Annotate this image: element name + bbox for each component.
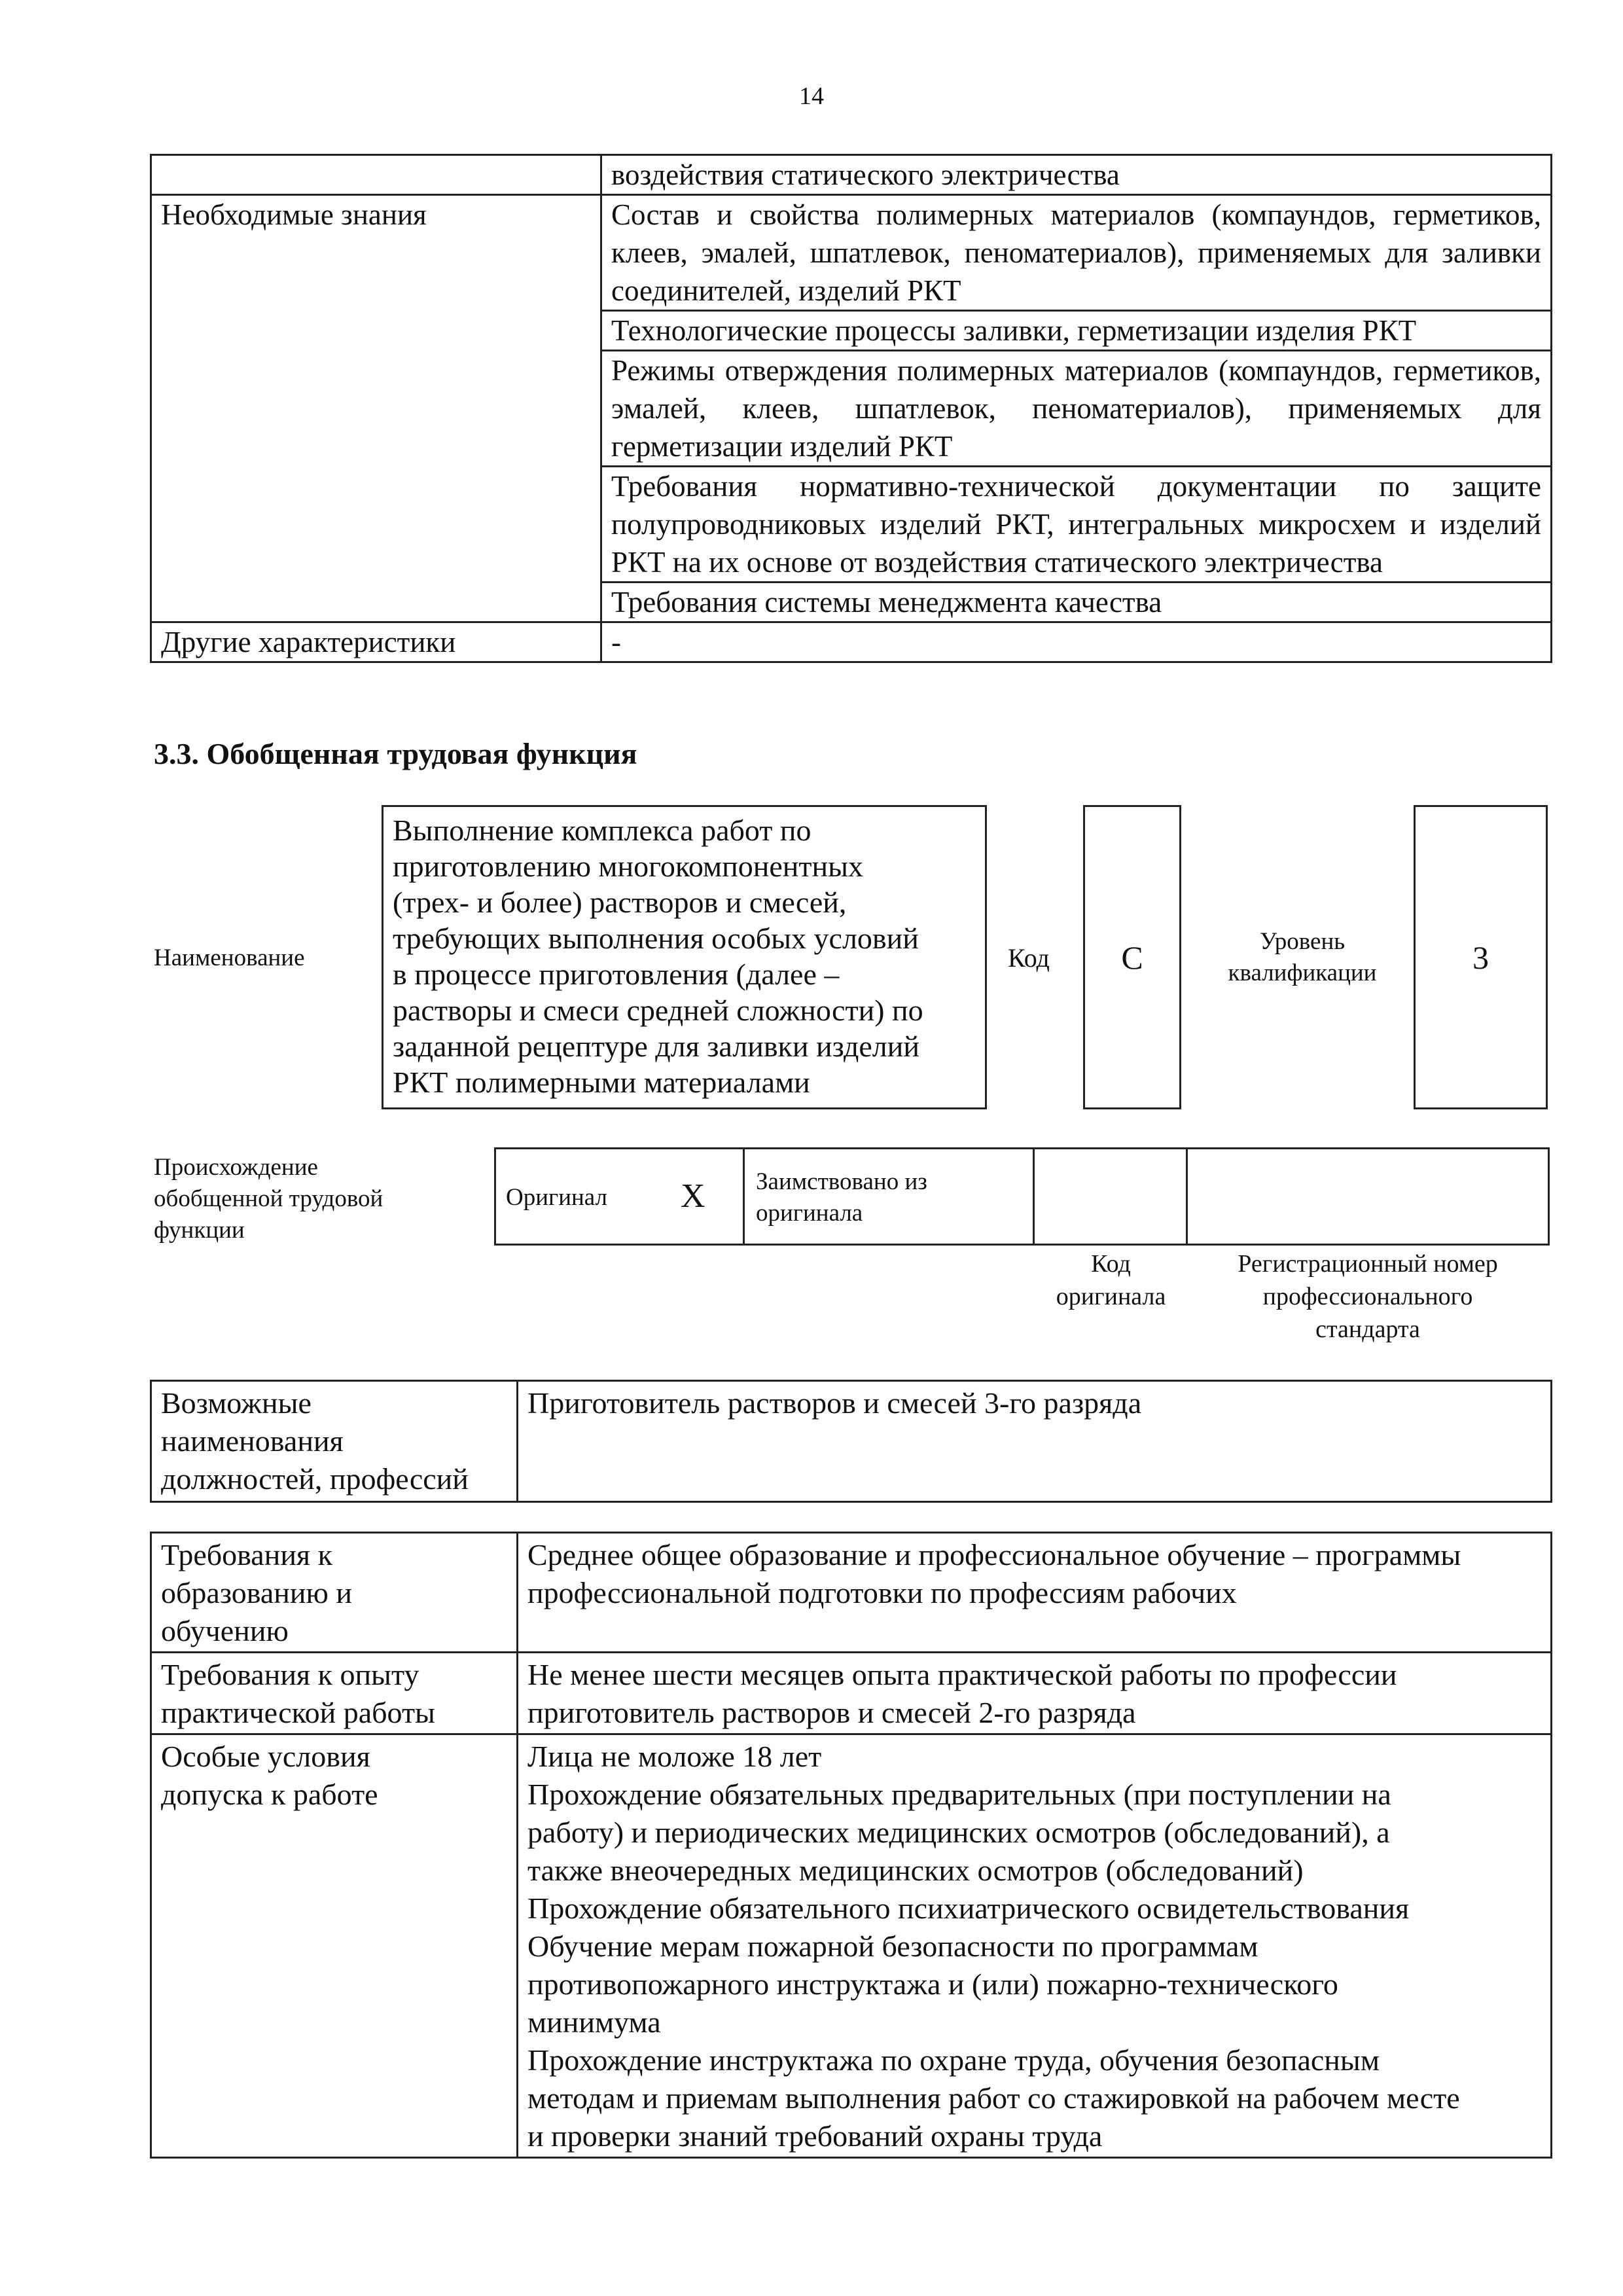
- knowledge-label: Необходимые знания: [151, 195, 601, 622]
- borrowed-label-line: Заимствовано из: [756, 1168, 927, 1195]
- level-label-line: квалификации: [1228, 960, 1377, 986]
- other-characteristics-value: -: [601, 622, 1552, 662]
- table-row: [151, 1734, 1552, 2158]
- divider: [1033, 1147, 1035, 1246]
- knowledge-item: Технологические процессы заливки, герметизации изделия РКТ: [601, 311, 1552, 351]
- label-line: должностей, профессий: [161, 1462, 469, 1496]
- table-cell-empty: [151, 155, 601, 195]
- other-characteristics-label: Другие характеристики: [151, 622, 601, 662]
- code-value: C: [1121, 939, 1143, 976]
- label-line: Требования к опыту: [161, 1658, 419, 1691]
- knowledge-item: Требования нормативно-технической документации по защите полупроводниковых изделий РКТ, интегральных микросхем и изделий РКТ на их основе от воздействия статического электричества: [601, 467, 1552, 583]
- value-line: и проверки знаний требований охраны труда: [527, 2119, 1103, 2153]
- label-line: обучению: [161, 1614, 289, 1647]
- caption-line: оригинала: [1056, 1283, 1166, 1310]
- divider: [743, 1147, 745, 1246]
- requirements-table: [150, 1532, 1552, 2159]
- divider: [1548, 1147, 1550, 1246]
- experience-label: [151, 1653, 518, 1734]
- divider: [1186, 1147, 1188, 1246]
- level-box: [1414, 805, 1548, 1109]
- level-value: 3: [1472, 939, 1489, 976]
- value-line: Лица не моложе 18 лет: [527, 1740, 822, 1773]
- knowledge-item: Режимы отверждения полимерных материалов (компаундов, герметиков, эмалей, клеев, шпатлевок, пеноматериалов), применяемых для герметизации изделий РКТ: [601, 351, 1552, 467]
- divider: [494, 1147, 496, 1246]
- special-conditions-value: [518, 1734, 1552, 2158]
- special-conditions-label: [151, 1734, 518, 2158]
- label-line: практической работы: [161, 1696, 435, 1729]
- caption-line: Код: [1091, 1250, 1131, 1278]
- caption-line: Регистрационный номер: [1238, 1250, 1498, 1278]
- reg-number-caption: [1188, 1247, 1548, 1346]
- borrowed-label-line: оригинала: [756, 1200, 863, 1227]
- table-row: [151, 622, 1552, 662]
- label-line: образованию и: [161, 1576, 352, 1609]
- table-row: [151, 1533, 1552, 1653]
- knowledge-item: Требования системы менеджмента качества: [601, 583, 1552, 622]
- table-cell: воздействия статического электричества: [601, 155, 1552, 195]
- otf-name-line: в процессе приготовления (далее –: [393, 958, 840, 991]
- value-line: Прохождение инструктажа по охране труда, обучения безопасным: [527, 2043, 1380, 2077]
- value-line: Обучение мерам пожарной безопасности по программам: [527, 1929, 1258, 1963]
- label-line: Возможные: [161, 1386, 312, 1420]
- level-label: [1198, 926, 1407, 989]
- origin-label: [154, 1152, 383, 1246]
- table-row: [151, 195, 1552, 311]
- value-line: минимума: [527, 2005, 661, 2039]
- otf-name-line: растворы и смеси средней сложности) по: [393, 994, 923, 1027]
- name-label: Наименование: [154, 944, 305, 971]
- level-label-line: Уровень: [1259, 928, 1346, 955]
- value-line: Прохождение обязательных предварительных (при поступлении на: [527, 1778, 1391, 1811]
- original-label: Оригинал: [506, 1184, 608, 1211]
- original-mark: X: [681, 1177, 705, 1215]
- section-heading: 3.3. Обобщенная трудовая функция: [154, 737, 637, 770]
- value-line: приготовитель растворов и смесей 2-го разряда: [527, 1696, 1136, 1729]
- table-row: [151, 155, 1552, 195]
- caption-line: стандарта: [1315, 1316, 1420, 1343]
- positions-value: Приготовитель растворов и смесей 3-го разряда: [518, 1381, 1552, 1502]
- knowledge-item: Состав и свойства полимерных материалов (компаундов, герметиков, клеев, эмалей, шпатлевок, пеноматериалов), применяемых для заливки соединителей, изделий РКТ: [601, 195, 1552, 311]
- caption-line: профессионального: [1262, 1283, 1473, 1310]
- origin-row: [494, 1147, 1550, 1246]
- otf-name-line: приготовлению многокомпонентных: [393, 850, 864, 883]
- origin-label-line: функции: [154, 1217, 245, 1244]
- value-line: методам и приемам выполнения работ со стажировкой на рабочем месте: [527, 2081, 1460, 2115]
- value-line: Прохождение обязательного психиатрического освидетельствования: [527, 1892, 1410, 1925]
- label-line: Особые условия: [161, 1740, 370, 1773]
- label-line: допуска к работе: [161, 1778, 378, 1811]
- origin-label-line: Происхождение: [154, 1154, 318, 1181]
- otf-name-line: требующих выполнения особых условий: [393, 922, 919, 955]
- positions-label: [151, 1381, 518, 1502]
- code-label: Код: [1008, 943, 1050, 973]
- otf-name-line: РКТ полимерными материалами: [393, 1066, 810, 1099]
- value-line: Не менее шести месяцев опыта практической работы по профессии: [527, 1658, 1397, 1691]
- borrowed-label: [756, 1166, 927, 1229]
- knowledge-table: [150, 154, 1552, 663]
- value-line: работу) и периодических медицинских осмотров (обследований), а: [527, 1816, 1390, 1849]
- otf-name-line: заданной рецептуре для заливки изделий: [393, 1030, 919, 1063]
- page-number: 14: [799, 82, 824, 110]
- code-box: [1083, 805, 1181, 1109]
- value-line: Среднее общее образование и профессиональное обучение – программы: [527, 1538, 1461, 1571]
- value-line: также внеочередных медицинских осмотров (обследований): [527, 1854, 1304, 1887]
- original-code-caption: [1034, 1247, 1188, 1313]
- label-line: наименования: [161, 1424, 344, 1458]
- experience-value: [518, 1653, 1552, 1734]
- positions-table: [150, 1380, 1552, 1503]
- otf-name-line: (трех- и более) растворов и смесей,: [393, 886, 847, 919]
- label-line: Требования к: [161, 1538, 332, 1571]
- origin-label-line: обобщенной трудовой: [154, 1185, 383, 1212]
- otf-name-box: [382, 805, 987, 1109]
- table-row: [151, 1653, 1552, 1734]
- education-value: [518, 1533, 1552, 1653]
- education-label: [151, 1533, 518, 1653]
- value-line: профессиональной подготовки по профессиям рабочих: [527, 1576, 1237, 1609]
- table-row: [151, 1381, 1552, 1502]
- otf-name-line: Выполнение комплекса работ по: [393, 814, 812, 847]
- value-line: противопожарного инструктажа и (или) пожарно-технического: [527, 1967, 1338, 2001]
